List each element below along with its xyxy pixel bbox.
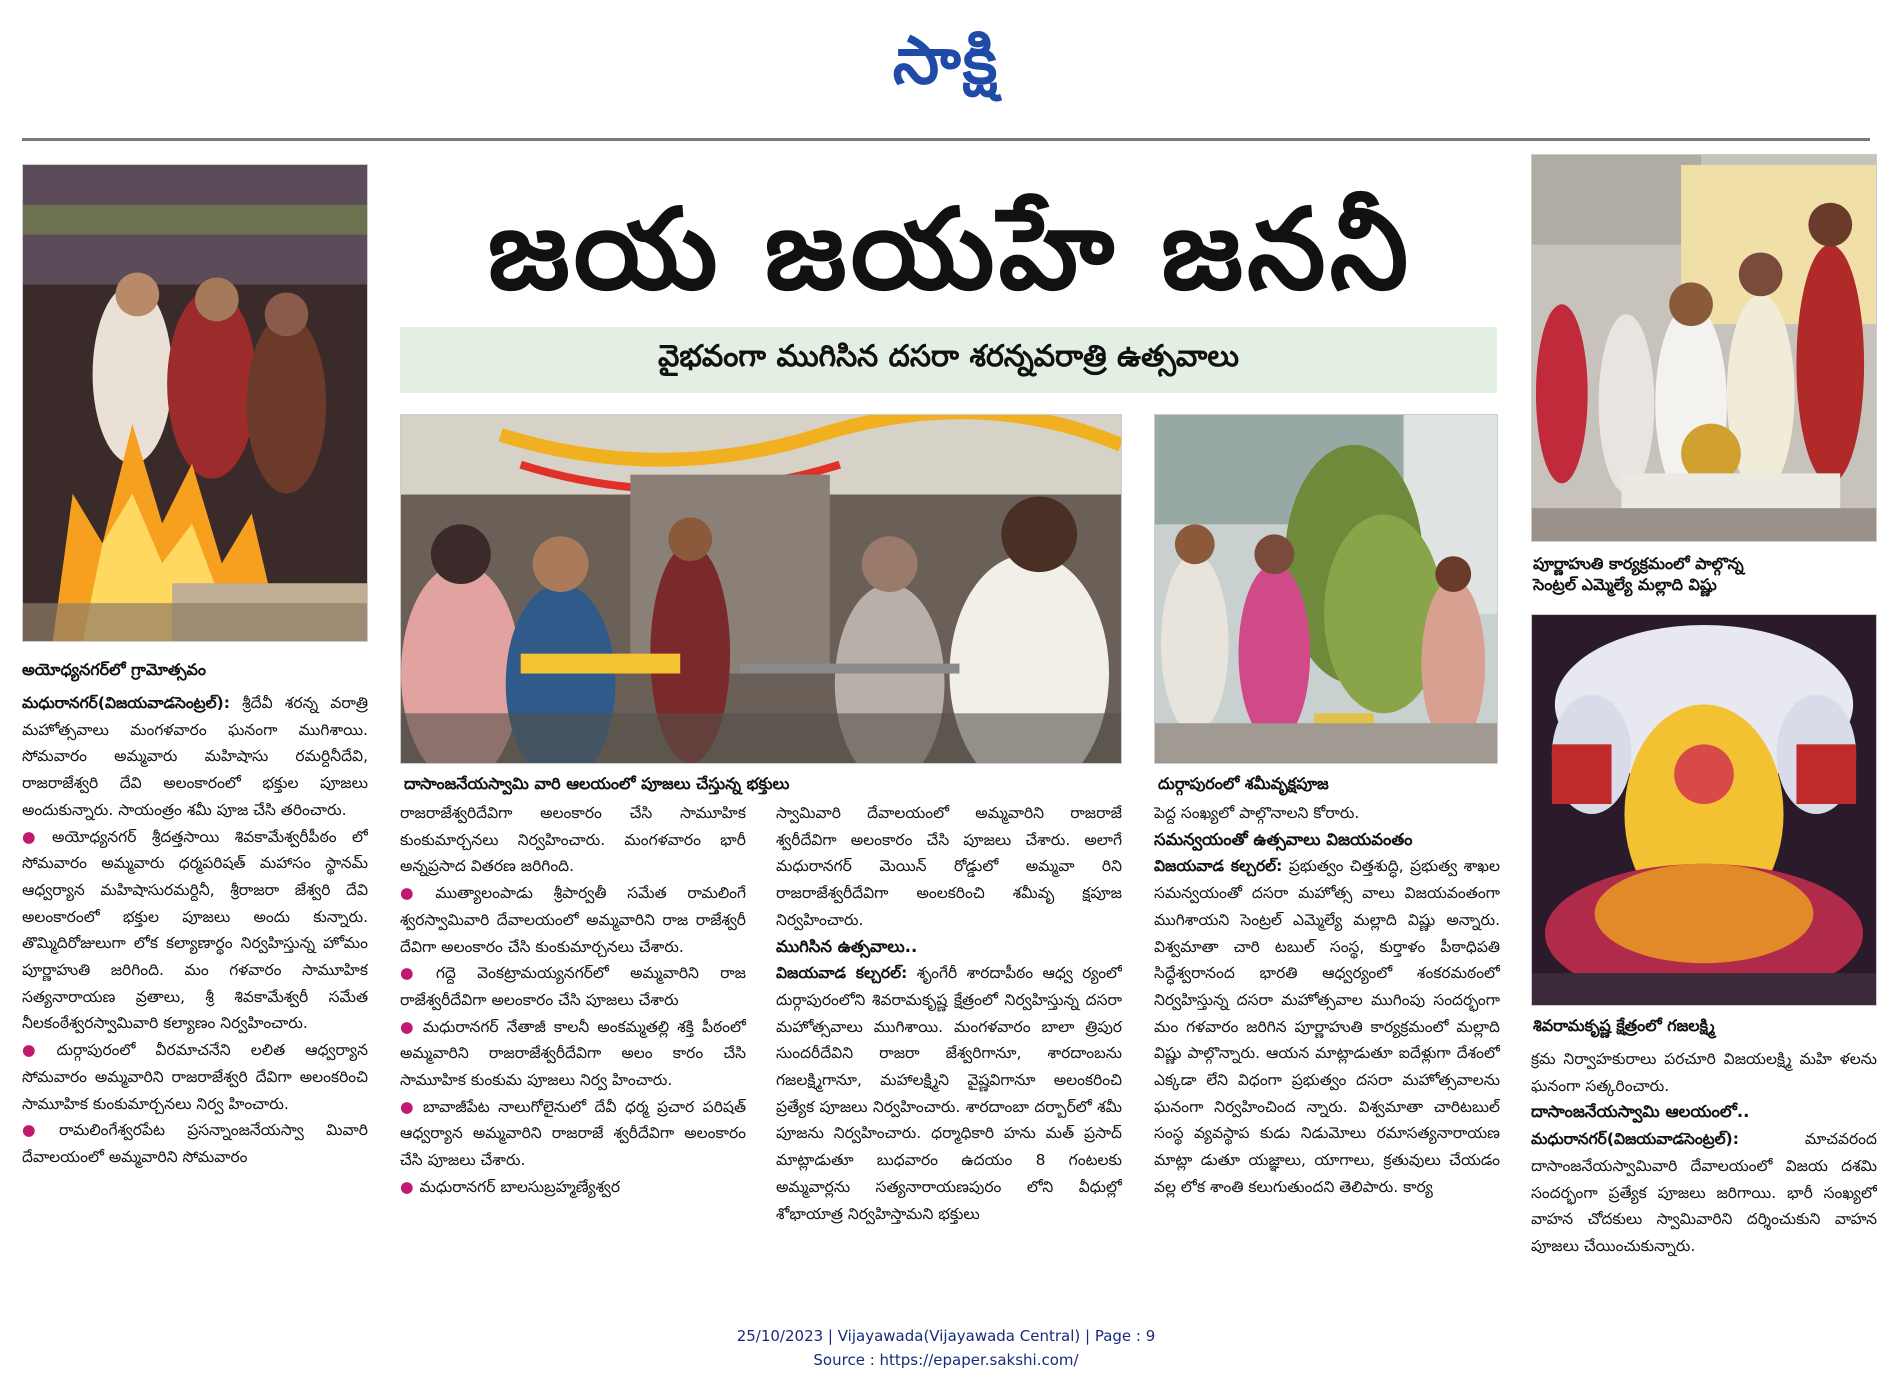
caption-middle-photo: దుర్గాపురంలో శమీవృక్షపూజ [1158,774,1329,793]
caption-right-top-line2: సెంట్రల్ ఎమ్మెల్యే మల్లాది విష్ణు [1533,574,1717,594]
col4-subheading: సమన్వయంతో ఉత్సవాలు విజయవంతం [1154,829,1413,849]
col5-paragraph-2: మధురానగర్(విజయవాడసెంట్రల్): మాచవరంద దాసాంజనేయస్వామివారి దేవాలయంలో విజయ దశమి సందర్భంగా ప్రత్యేక పూజలు జరిగాయి. భారీ సంఖ్యలో వాహన చోదకులు స్వామివారిని దర్శించుకుని వాహన పూజలు చేయించుకున్నారు. [1531,1130,1877,1255]
col5-dateline: మధురానగర్(విజయవాడసెంట్రల్): [1531,1130,1739,1149]
col4-paragraph-2: విజయవాడ కల్చరల్: ప్రభుత్వం చిత్తశుద్ధి, ప్రభుత్వ శాఖల సమన్వయంతో దసరా మహోత్స వాలు విజయవంతంగా ముగిశాయని సెంట్రల్ ఎమ్మెల్యే మల్లాది విష్ణు అన్నారు. విశ్వమాతా చారి టబుల్ సంస్థ, కుర్తాళం పీఠాధిపతి సిద్ధేశ్వరానంద భారతి ఆధ్వర్యంలో శంకరమఠంలో నిర్వహిస్తున్న దసరా మహోత్సవాల ముగింపు సందర్భంగా మం గళవారం జరిగిన పూర్ణాహుతి కార్యక్రమంలో మల్లాది విష్ణు పాల్గొన్నారు. ఆయన మాట్లాడుతూ ఐదేళ్లుగా దేశంలో ఎక్కడా లేని విధంగా ప్రభుత్వం దసరా మహోత్సవాలను ఘనంగా నిర్వహించింద న్నారు. విశ్వమాతా చారిటబుల్ సంస్థ వ్యవస్థాప కుడు నిడుమోలు రమాసత్యనారాయణ మాట్లా డుతూ యజ్ఞాలు, యాగాలు, క్రతువులు చేయడం వల్ల లోక శాంతి కలుగుతుందని తెలిపారు. కార్య [1154,857,1500,1196]
photo-devotees-temple [400,414,1122,764]
bullet-icon: ● [22,1121,53,1140]
col5-paragraph-1: క్రమ నిర్వాహకురాలు పరచూరి విజయలక్ష్మి మహి ళలను ఘనంగా సత్కరించారు. [1531,1050,1877,1095]
col2-bullet-1: ● ముత్యాలంపాడు శ్రీపార్వతీ సమేత రామలింగే శ్వరస్వామివారి దేవాలయంలో అమ్మవారిని రాజ రాజేశ్వరీ దేవిగా అలంకారం చేసి కుంకుమార్చనలు చేశారు. [400,884,746,956]
footer-edition-info: 25/10/2023 | Vijayawada(Vijayawada Central) | Page : 9 [736,1327,1156,1345]
bullet-icon: ● [22,827,47,846]
bullet-icon: ● [400,1017,417,1036]
caption-right-bottom-photo: శివరామకృష్ణ క్షేత్రంలో గజలక్ష్మి [1533,1016,1715,1035]
col2-bullet-3: ● మధురానగర్ నేతాజీ కాలనీ అంకమ్మతల్లి శక్తి పీఠంలో అమ్మవారిని రాజరాజేశ్వరీదేవిగా అలం కారం చేసి సామూహిక కుంకుమ పూజలు నిర్వ హించారు. [400,1017,746,1090]
caption-left-photo: అయోధ్యనగర్‌లో గ్రామోత్సవం [22,660,207,679]
headline: జయ జయహే జననీ [487,185,1413,315]
bullet-icon: ● [400,884,430,903]
caption-right-top-photo [1533,554,1879,596]
footer-source: Source : https://epaper.sakshi.com/ [813,1351,1079,1369]
col2-bullet-2: ● గద్దె వెంకట్రామయ్యనగర్‌లో అమ్మవారిని రాజ రాజేశ్వరీదేవిగా అలంకారం చేసి పూజలు చేశారు [400,964,746,1009]
col3-paragraph-2: విజయవాడ కల్చరల్: శృంగేరీ శారదాపీఠం ఆధ్వ ర్యంలో దుర్గాపురంలోని శివరామకృష్ణ క్షేత్రంలో నిర్వహిస్తున్న దసరా మహోత్సవాలు ముగిశాయి. మంగళవారం బాలా త్రిపుర సుందరీదేవిని రాజరా జేశ్వరిగానూ, శారదాంబను గజలక్ష్మిగానూ, మహాలక్ష్మిని వైష్ణవిగానూ అలంకరించి ప్రత్యేక పూజలు నిర్వహించారు. శారదాంబా దర్బార్‌లో శమీ పూజను నిర్వహించారు. ధర్మాధికారి హను మత్ ప్రసాద్ మాట్లాడుతూ బుధవారం ఉదయం 8 గంటలకు అమ్మవార్లను సత్యనారాయణపురం లోని వీధుల్లో శోభాయాత్ర నిర్వహిస్తామని భక్తులు [776,964,1122,1223]
photo-havan-fire [22,164,368,642]
article-column-2 [400,800,746,1320]
col5-subheading: దాసాంజనేయస్వామి ఆలయంలో.. [1531,1102,1750,1122]
article-column-1 [22,690,368,1320]
col4-paragraph-1: పెద్ద సంఖ్యలో పాల్గొనాలని కోరారు. [1154,804,1360,822]
col2-bullet-5: ● మధురానగర్ బాలసుబ్రహ్మణ్యేశ్వర [400,1177,621,1196]
col3-dateline: విజయవాడ కల్చరల్: [776,964,908,983]
col1-dateline: మధురానగర్(విజయవాడసెంట్రల్): [22,694,230,712]
bullet-icon: ● [400,1097,418,1116]
col1-bullet-2: ● దుర్గాపురంలో వీరమాచనేని లలిత ఆధ్వర్యాన సోమవారం అమ్మవారిని రాజరాజేశ్వరి దేవిగా అలంకరించి సామూహిక కుంకుమార్చనలు నిర్వ హించారు. [22,1041,368,1113]
col1-paragraph-1: మధురానగర్(విజయవాడసెంట్రల్): శ్రీదేవీ శరన్న వరాత్రి మహోత్సవాలు మంగళవారం ఘనంగా ముగిశాయి. సోమవారం అమ్మవారు మహిషాసు రమర్దినీదేవి, రాజరాజేశ్వరి దేవి అలంకారంలో భక్తుల పూజలు అందుకున్నారు. సాయంత్రం శమీ పూజ చేసి తరించారు. [22,694,368,819]
col2-paragraph-1: రాజరాజేశ్వరిదేవిగా అలంకారం చేసి సామూహిక కుంకుమార్చనలు నిర్వహించారు. మంగళవారం భారీ అన్నప్రసాద వితరణ జరిగింది. [400,804,746,876]
bullet-icon: ● [400,1177,414,1196]
masthead-divider [22,138,1870,141]
bullet-icon: ● [400,964,430,983]
caption-center-photo: దాసాంజనేయస్వామి వారి ఆలయంలో పూజలు చేస్తున్న భక్తులు [404,774,790,793]
col1-bullet-1: ● అయోధ్యనగర్ శ్రీదత్తసాయి శివకామేశ్వరీపీఠం లో సోమవారం అమ్మవారు ధర్మపరిషత్ మహాసం స్థానమ్ ఆధ్వర్యాన మహిషాసురమర్దినీ, శ్రీరాజరా జేశ్వరి దేవి అలంకారంలో భక్తుల పూజలు అందు కున్నారు. తొమ్మిదిరోజులుగా లోక కల్యాణార్థం నిర్వహిస్తున్న హోమం పూర్ణాహుతి జరిగింది. మం గళవారం సామూహిక సత్యనారాయణ వ్రతాలు, శ్రీ శివకామేశ్వరీ సమేత నీలకంఠేశ్వరస్వామివారి కల్యాణం నిర్వహించారు. [22,827,368,1033]
col2-bullet-4: ● బావాజీపేట నాలుగోలైనులో దేవీ ధర్మ ప్రచార పరిషత్ ఆధ్వర్యాన అమ్మవారిని రాజరాజే శ్వరీదేవిగా అలంకారం చేసి పూజలు చేశారు. [400,1097,746,1170]
caption-right-top-line1: పూర్ణాహుతి కార్యక్రమంలో పాల్గొన్న [1533,554,1744,573]
bullet-icon: ● [22,1041,51,1060]
photo-shami-tree-puja [1154,414,1498,764]
col4-dateline: విజయవాడ కల్చరల్: [1154,857,1283,876]
article-column-5 [1531,1046,1877,1320]
article-column-3 [776,800,1122,1320]
logo-text: సాక్షి [892,22,1000,99]
col3-paragraph-1: స్వామివారి దేవాలయంలో అమ్మవారిని రాజరాజే శ్వరీదేవిగా అలంకారం చేసి పూజలు చేశారు. అలాగే మధురానగర్ మెయిన్ రోడ్డులో అమ్మవా రిని రాజరాజేశ్వరీదేవిగా అంలకరించి శమీవృ క్షపూజ నిర్వహించారు. [776,804,1122,929]
subheadline: వైభవంగా ముగిసిన దసరా శరన్నవరాత్రి ఉత్సవాలు [400,327,1497,393]
col1-bullet-3: ● రామలింగేశ్వరపేట ప్రసన్నాంజనేయస్వా మివారి దేవాలయంలో అమ్మవారిని సోమవారం [22,1121,368,1166]
photo-purnahuti [1531,154,1877,542]
col3-subheading: ముగిసిన ఉత్సవాలు.. [776,936,918,956]
masthead-logo [846,18,1046,104]
photo-gajalakshmi [1531,614,1877,1006]
article-column-4 [1154,800,1500,1320]
page-footer [0,1324,1892,1372]
